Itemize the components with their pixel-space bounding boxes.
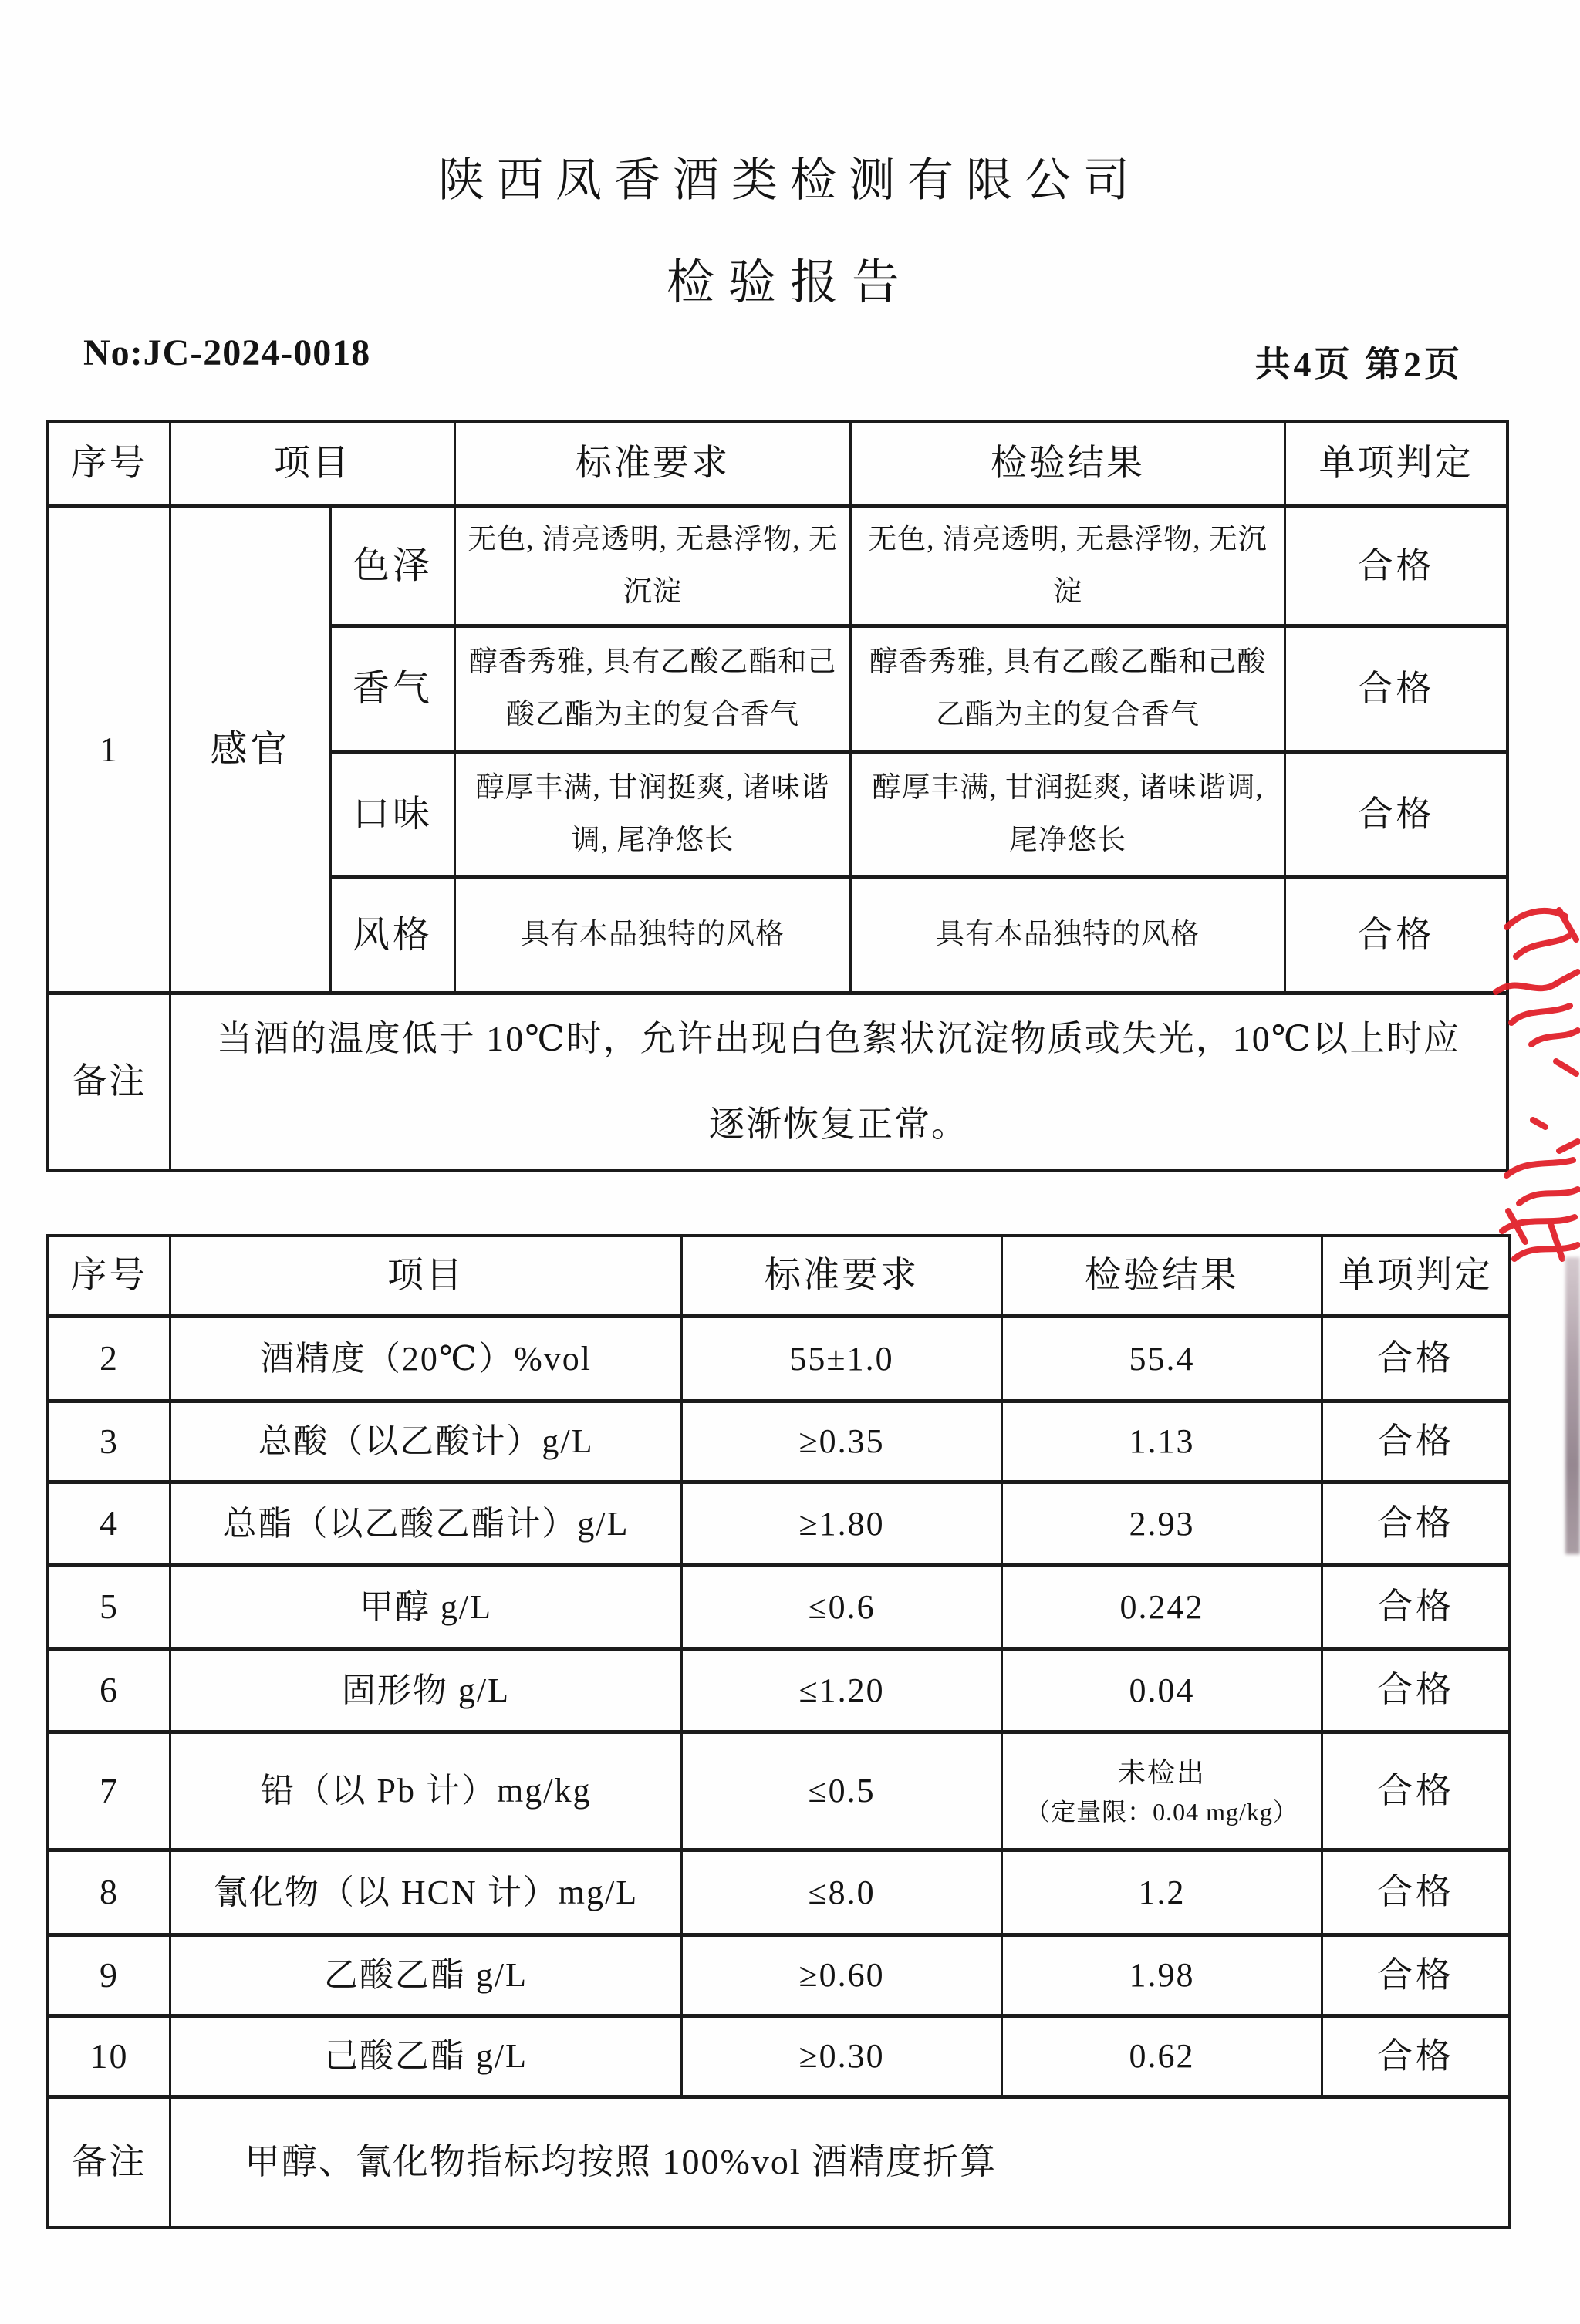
t2-row-judge: 合格: [1323, 1567, 1508, 1647]
t2-header-result: 检验结果: [1003, 1237, 1321, 1314]
t2-header-judge: 单项判定: [1323, 1237, 1508, 1314]
t1-seq-cell: 1: [49, 508, 169, 991]
t2-row-seq: 9: [49, 1937, 169, 2014]
t1-category-cell: 感官: [171, 508, 329, 991]
t2-row-judge: 合格: [1323, 1403, 1508, 1480]
t2-row-judge: 合格: [1323, 1937, 1508, 2014]
t2-row-judge: 合格: [1323, 1734, 1508, 1848]
t2-row-result: 0.242: [1003, 1567, 1321, 1647]
t2-row-judge: 合格: [1323, 2018, 1508, 2095]
t2-row-result: 0.62: [1003, 2018, 1321, 2095]
t2-row-item: 固形物 g/L: [171, 1651, 680, 1730]
t2-row-standard: ≥0.30: [683, 2018, 1001, 2095]
t1-row-standard: 醇厚丰满, 甘润挺爽, 诸味谐调, 尾净悠长: [456, 754, 849, 875]
t1-row-result: 无色, 清亮透明, 无悬浮物, 无沉淀: [852, 508, 1284, 624]
t2-row-seq: 7: [49, 1734, 169, 1848]
t2-note-label: 备注: [49, 2099, 169, 2226]
physico-chemical-table: [46, 1234, 1511, 2229]
t2-row-standard: ≤0.5: [683, 1734, 1001, 1848]
t2-row-standard: ≥0.35: [683, 1403, 1001, 1480]
t2-row-result: 2.93: [1003, 1484, 1321, 1563]
t1-header-seq: 序号: [49, 423, 169, 504]
t2-row-seq: 6: [49, 1651, 169, 1730]
t2-row-judge: 合格: [1323, 1852, 1508, 1933]
t1-row-standard: 醇香秀雅, 具有乙酸乙酯和己酸乙酯为主的复合香气: [456, 628, 849, 750]
report-number: No:JC-2024-0018: [83, 332, 371, 373]
t2-row-result: [1003, 1734, 1321, 1848]
t2-row-item: 甲醇 g/L: [171, 1567, 680, 1647]
t2-header-seq: 序号: [49, 1237, 169, 1314]
result-not-detected: 未检出: [1117, 1757, 1206, 1788]
t1-row-result: 具有本品独特的风格: [852, 879, 1284, 991]
t2-row-standard: 55±1.0: [683, 1318, 1001, 1399]
t2-row-seq: 3: [49, 1403, 169, 1480]
t2-row-seq: 2: [49, 1318, 169, 1399]
t2-row-judge: 合格: [1323, 1318, 1508, 1399]
t1-row-result: 醇香秀雅, 具有乙酸乙酯和己酸乙酯为主的复合香气: [852, 628, 1284, 750]
t2-header-item: 项目: [171, 1237, 680, 1314]
t2-row-item: 酒精度（20℃）%vol: [171, 1318, 680, 1399]
t1-row-item: 口味: [332, 754, 454, 875]
t2-row-seq: 8: [49, 1852, 169, 1933]
t2-row-seq: 10: [49, 2018, 169, 2095]
t1-header-item: 项目: [171, 423, 454, 504]
t1-row-judge: 合格: [1286, 628, 1506, 750]
t1-row-item: 香气: [332, 628, 454, 750]
t2-row-result: 1.13: [1003, 1403, 1321, 1480]
company-name: 陕西凤香酒类检测有限公司: [438, 155, 1142, 206]
t2-row-standard: ≤8.0: [683, 1852, 1001, 1933]
t1-header-judge: 单项判定: [1286, 423, 1506, 504]
t1-row-item: 色泽: [332, 508, 454, 624]
t1-row-standard: 无色, 清亮透明, 无悬浮物, 无沉淀: [456, 508, 849, 624]
t2-row-standard: ≥0.60: [683, 1937, 1001, 2014]
sensory-table: [46, 420, 1509, 1172]
t1-note-label: 备注: [49, 995, 169, 1169]
t1-row-judge: 合格: [1286, 754, 1506, 875]
t1-row-standard: 具有本品独特的风格: [456, 879, 849, 991]
t1-row-judge: 合格: [1286, 508, 1506, 624]
t1-row-item: 风格: [332, 879, 454, 991]
t1-row-judge: 合格: [1286, 879, 1506, 991]
t2-row-item: 氰化物（以 HCN 计）mg/L: [171, 1852, 680, 1933]
t2-row-result: 1.98: [1003, 1937, 1321, 2014]
t2-row-seq: 4: [49, 1484, 169, 1563]
report-title: 检验报告: [666, 257, 913, 309]
t1-row-result: 醇厚丰满, 甘润挺爽, 诸味谐调, 尾净悠长: [852, 754, 1284, 875]
t2-row-judge: 合格: [1323, 1484, 1508, 1563]
t2-row-standard: ≤0.6: [683, 1567, 1001, 1647]
t1-header-standard: 标准要求: [456, 423, 849, 504]
t2-row-standard: ≥1.80: [683, 1484, 1001, 1563]
page-count-info: 共4页 第2页: [1254, 345, 1463, 384]
t2-row-result: 0.04: [1003, 1651, 1321, 1730]
t2-note-text: 甲醇、氰化物指标均按照 100%vol 酒精度折算: [171, 2099, 1508, 2226]
result-quantitation-limit: （定量限：0.04 mg/kg）: [1025, 1798, 1298, 1826]
t2-header-standard: 标准要求: [683, 1237, 1001, 1314]
t2-row-judge: 合格: [1323, 1651, 1508, 1730]
t1-header-result: 检验结果: [852, 423, 1284, 504]
t2-row-result: 1.2: [1003, 1852, 1321, 1933]
t2-row-item: 己酸乙酯 g/L: [171, 2018, 680, 2095]
t2-row-item: 铅（以 Pb 计）mg/kg: [171, 1734, 680, 1848]
t1-note-text: 当酒的温度低于 10℃时，允许出现白色絮状沉淀物质或失光，10℃以上时应逐渐恢复正常。: [171, 995, 1506, 1169]
t2-row-item: 乙酸乙酯 g/L: [171, 1937, 680, 2014]
t2-row-item: 总酸（以乙酸计）g/L: [171, 1403, 680, 1480]
t2-row-standard: ≤1.20: [683, 1651, 1001, 1730]
t2-row-seq: 5: [49, 1567, 169, 1647]
t2-row-result: 55.4: [1003, 1318, 1321, 1399]
t2-row-item: 总酯（以乙酸乙酯计）g/L: [171, 1484, 680, 1563]
scan-smudge-artifact: [1565, 1257, 1580, 1554]
